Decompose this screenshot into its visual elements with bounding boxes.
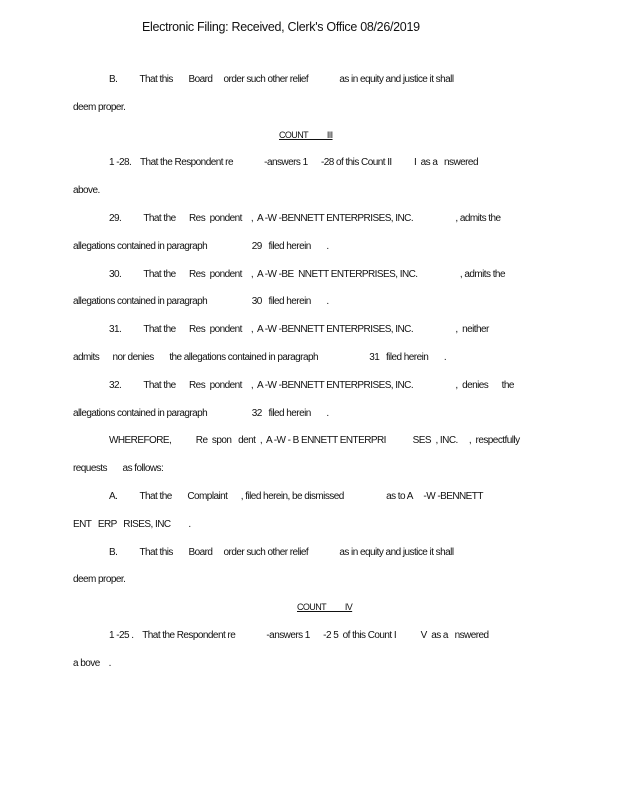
paragraph-30-line1: 30. That the Res pondent , A -W -BE NNETT ENTERPRISES, INC. , admits the xyxy=(109,269,505,280)
paragraph-29-line2: allegations contained in paragraph 29 filed herein . xyxy=(73,241,329,252)
paragraph-1-25-line2: a bove . xyxy=(73,658,111,669)
wherefore-line2: requests as follows: xyxy=(73,463,164,474)
relief-paragraph-b2-line1: B. That this Board order such other relief as in equity and justice it shall xyxy=(109,547,454,558)
relief-paragraph-b-line2: deem proper. xyxy=(73,102,126,113)
count-iii-heading: COUNT III xyxy=(279,130,333,140)
relief-paragraph-b-line1: B. That this Board order such other relief as in equity and justice it shall xyxy=(109,74,454,85)
paragraph-29-line1: 29. That the Res pondent , A -W -BENNETT ENTERPRISES, INC. , admits the xyxy=(109,213,501,224)
wherefore-line1: WHEREFORE, Re spon dent , A -W - B ENNETT ENTERPRI SES , INC. , respectfully xyxy=(109,435,520,446)
paragraph-31-line1: 31. That the Res pondent , A -W -BENNETT ENTERPRISES, INC. , neither xyxy=(109,324,489,335)
paragraph-1-28-line2: above. xyxy=(73,185,100,196)
paragraph-30-line2: allegations contained in paragraph 30 filed herein . xyxy=(73,296,329,307)
relief-paragraph-a-line2: ENT ERP RISES, INC . xyxy=(73,519,191,530)
electronic-filing-header: Electronic Filing: Received, Clerk's Office 08/26/2019 xyxy=(142,20,420,34)
count-iv-heading: COUNT IV xyxy=(297,602,353,612)
paragraph-31-line2: admits nor denies the allegations contained in paragraph 31 filed herein . xyxy=(73,352,447,363)
paragraph-32-line2: allegations contained in paragraph 32 filed herein . xyxy=(73,408,329,419)
paragraph-1-25-line1: 1 -25 . That the Respondent re -answers 1 -2 5 of this Count I V as a nswered xyxy=(109,630,489,641)
relief-paragraph-b2-line2: deem proper. xyxy=(73,574,126,585)
relief-paragraph-a-line1: A. That the Complaint , filed herein, be dismissed as to A -W -BENNETT xyxy=(109,491,483,502)
paragraph-32-line1: 32. That the Res pondent , A -W -BENNETT ENTERPRISES, INC. , denies the xyxy=(109,380,514,391)
paragraph-1-28-line1: 1 -28. That the Respondent re -answers 1 -28 of this Count II I as a nswered xyxy=(109,157,478,168)
